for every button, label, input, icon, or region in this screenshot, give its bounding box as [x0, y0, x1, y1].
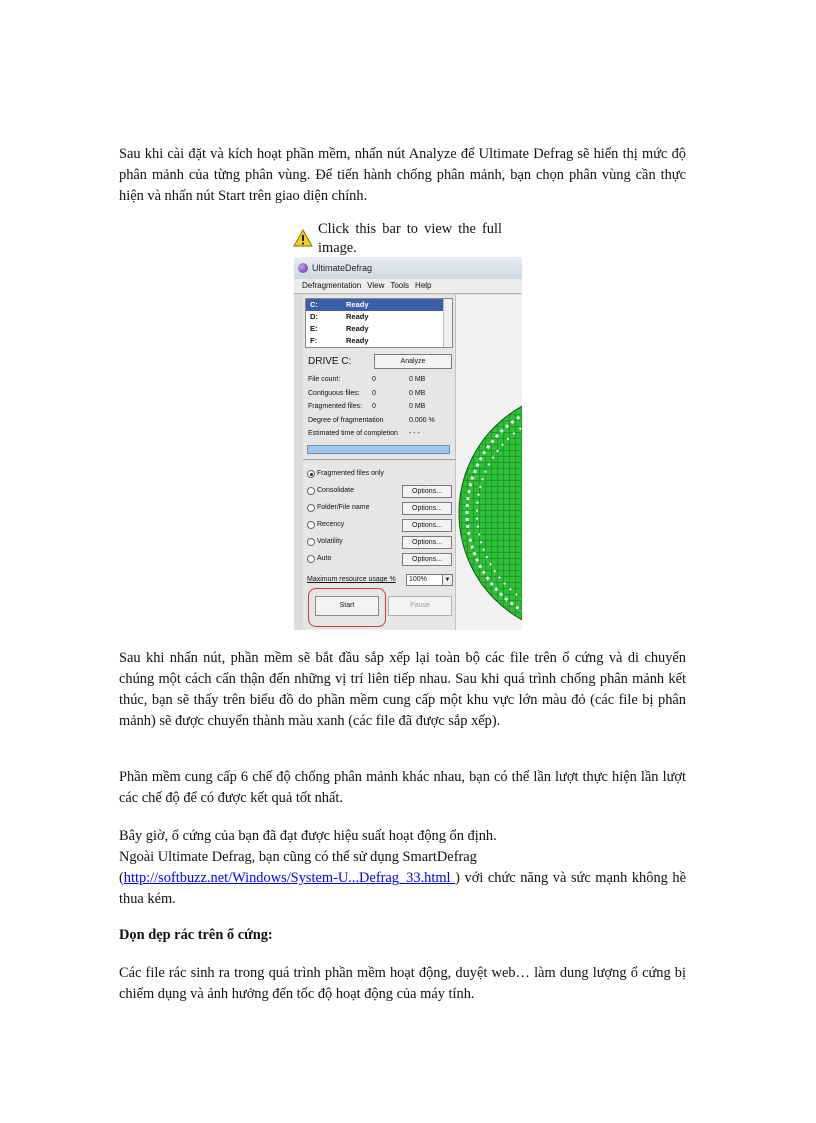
app-title: UltimateDefrag [312, 263, 373, 273]
link-open-paren: ( [119, 870, 124, 886]
analyze-button[interactable]: Analyze [374, 354, 452, 369]
options-button[interactable]: Options... [402, 519, 452, 532]
stat-row: File count: 0 0 MB [308, 376, 426, 383]
section-heading: Dọn dẹp rác trên ổ cứng: [119, 927, 273, 943]
drive-row[interactable] [306, 311, 452, 323]
radio[interactable] [307, 487, 315, 495]
mode-option[interactable]: Folder/File name Options... [306, 502, 456, 519]
stat-row: Contiguous files: 0 0 MB [308, 389, 426, 397]
disk-map-graphic [456, 295, 522, 630]
chevron-down-icon[interactable]: ▼ [442, 574, 453, 586]
radio[interactable] [307, 504, 315, 512]
drive-row[interactable] [306, 323, 452, 335]
drive-status: Ready [346, 300, 369, 309]
menu-help[interactable]: Help [415, 281, 432, 290]
intro-paragraph: Sau khi cài đặt và kích hoạt phần mềm, nhấn nút Analyze để Ultimate Defrag sẽ hiển thị mức độ phân mảnh của từng phân vùng. Để tiến hành chống phân mảnh, bạn chọn phân vùng cần thực hiện và nhấn nút Start trên giao diện chính. [119, 146, 686, 204]
drive-row[interactable] [306, 299, 452, 311]
stable-line: Bây giờ, ổ cứng của bạn đã đạt được hiệu suất hoạt động ổn định. [119, 828, 497, 844]
app-titlebar [294, 257, 522, 279]
drive-letter: E: [310, 324, 318, 333]
smartdefrag-link[interactable]: http://softbuzz.net/Windows/System-U...Defrag_33.html [123, 870, 456, 886]
drive-letter: D: [310, 312, 318, 321]
resource-label: Maximum resource usage % [307, 576, 396, 583]
drive-stats [308, 373, 448, 441]
image-caption-bar[interactable] [293, 220, 508, 256]
ultimatedefrag-screenshot [294, 257, 522, 630]
options-button[interactable]: Options... [402, 502, 452, 515]
mode-option[interactable]: Consolidate Options... [306, 485, 456, 502]
menu-defragmentation[interactable]: Defragmentation [302, 281, 362, 290]
stat-row: Fragmented files: 0 0 MB [308, 403, 426, 410]
disk-map [456, 295, 522, 630]
options-button[interactable]: Options... [402, 553, 452, 566]
drive-list[interactable] [305, 298, 453, 348]
app-menubar [294, 279, 522, 294]
radio[interactable] [307, 538, 315, 546]
radio-selected[interactable] [307, 470, 315, 478]
menu-tools[interactable]: Tools [390, 281, 410, 290]
divider [303, 459, 455, 460]
radio[interactable] [307, 555, 315, 563]
drive-status: Ready [346, 336, 369, 345]
link-line [119, 868, 686, 910]
options-button[interactable]: Options... [402, 536, 452, 549]
progress-bar [307, 445, 450, 454]
drive-label: DRIVE C: [308, 356, 352, 367]
stat-row: Estimated time of completion - - - [308, 430, 420, 437]
drive-letter: F: [310, 336, 318, 345]
resource-usage [307, 574, 457, 586]
warning-icon [293, 229, 313, 247]
left-panel [303, 295, 456, 630]
radio[interactable] [307, 521, 315, 529]
mode-option[interactable]: Recency Options... [306, 519, 456, 536]
drive-status: Ready [346, 324, 369, 333]
start-button[interactable]: Start [315, 596, 379, 616]
caption-text: Click this bar to view the full image. [318, 221, 502, 256]
smartdefrag-paragraph [119, 826, 686, 910]
menu-view[interactable]: View [367, 281, 385, 290]
options-button[interactable]: Options... [402, 485, 452, 498]
pause-button[interactable]: Pause [388, 596, 452, 616]
link-suffix: ) với chức năng và sức mạnh không hề thua kém. [119, 870, 686, 907]
app-logo-icon [298, 263, 308, 273]
drive-status: Ready [346, 312, 369, 321]
start-highlight-circle [308, 588, 386, 627]
mode-option[interactable]: Auto Options... [306, 553, 456, 570]
after-start-paragraph: Sau khi nhấn nút, phần mềm sẽ bắt đầu sắp xếp lại toàn bộ các file trên ổ cứng và di chuyển chúng một cách cẩn thận đến những vị trí liên tiếp nhau. Sau khi quá trình chống phân mảnh kết thúc, bạn sẽ thấy trên biểu đồ do phần mềm cung cấp một khu vực lớn màu đỏ (các file bị phân mảnh) sẽ được chuyển thành màu xanh (các file đã được sắp xếp). [119, 650, 686, 729]
mode-option[interactable]: Fragmented files only [306, 468, 456, 485]
stat-row: Degree of fragmentation 0.000 % [308, 416, 435, 424]
resource-select[interactable]: 100% [406, 574, 446, 586]
modes-paragraph: Phần mềm cung cấp 6 chế độ chống phân mảnh khác nhau, bạn có thể lần lượt thực hiện lần lượt các chế độ để có được kết quả tốt nhất. [119, 769, 686, 806]
junk-paragraph: Các file rác sinh ra trong quá trình phần mềm hoạt động, duyệt web… làm dung lượng ổ cứng bị chiếm dụng và ảnh hưởng đến tốc độ hoạt động của máy tính. [119, 965, 686, 1002]
drive-row[interactable] [306, 335, 452, 347]
drive-list-scrollbar[interactable] [443, 299, 452, 347]
mode-option[interactable]: Volatility Options... [306, 536, 456, 553]
drive-letter: C: [310, 300, 318, 309]
smartdefrag-line: Ngoài Ultimate Defrag, bạn cũng có thể sử dụng SmartDefrag [119, 849, 477, 865]
defrag-modes [306, 468, 456, 570]
